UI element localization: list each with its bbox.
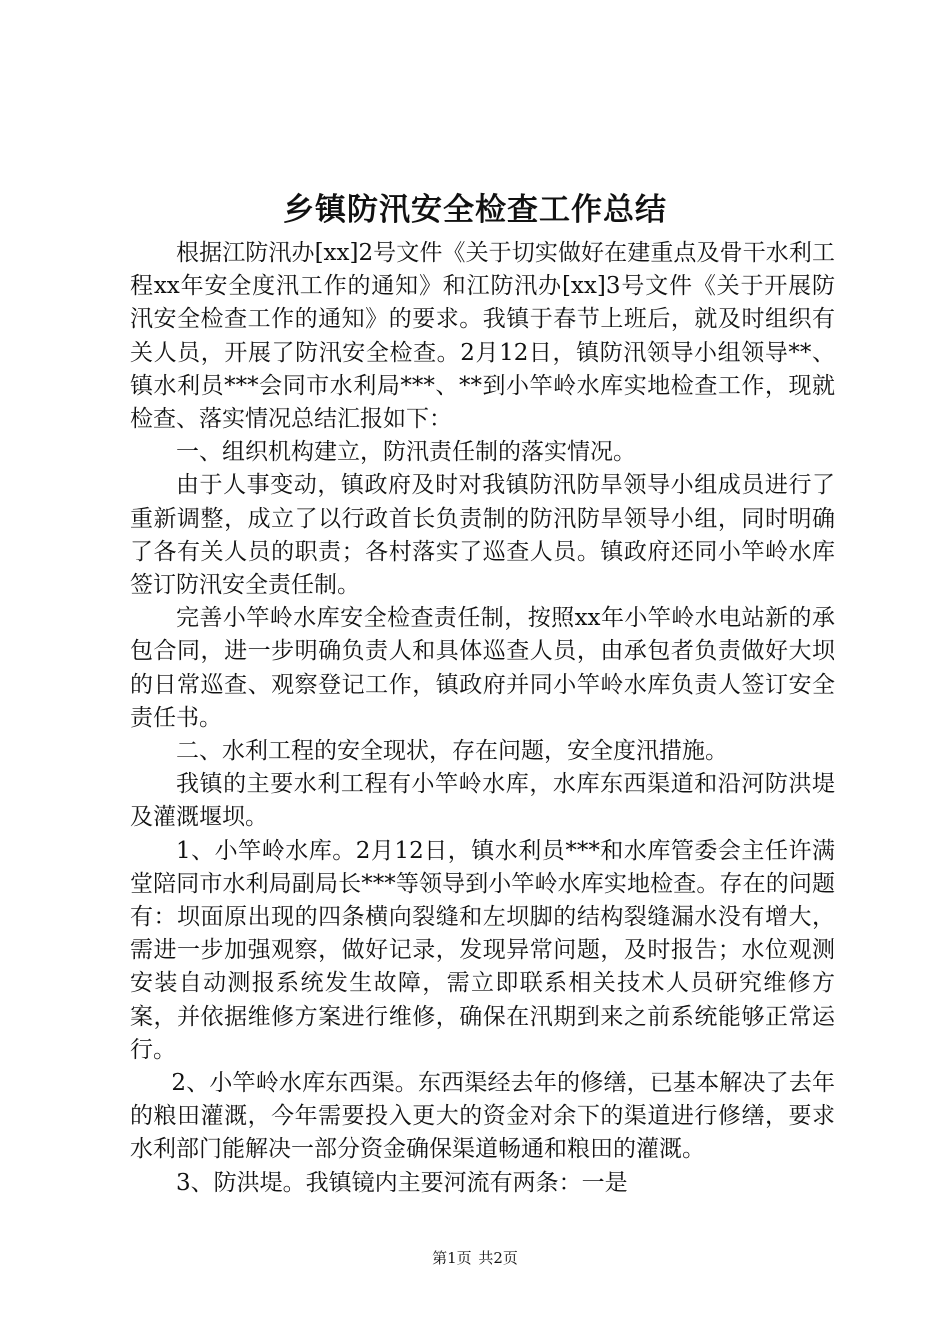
document-body bbox=[130, 237, 835, 1200]
section-heading-2: 二、水利工程的安全现状，存在问题，安全度汛措施。 bbox=[176, 738, 728, 765]
paragraph-intro: 根据江防汛办[xx]2号文件《关于切实做好在建重点及骨干水利工程xx年安全度汛工作的通知》和江防汛办[xx]3号文件《关于开展防汛安全检查工作的通知》的要求。我镇于春节上班后，就及时组织有关人员，开展了防汛安全检查。2月12日，镇防汛领导小组领导**、镇水利员***会同市水利局***、**到小竿岭水库实地检查工作，现就检查、落实情况总结汇报如下： bbox=[130, 240, 835, 433]
paragraph-projects: 我镇的主要水利工程有小竿岭水库，水库东西渠道和沿河防洪堤及灌溉堰坝。 bbox=[130, 771, 835, 831]
paragraph-canals: 2、小竿岭水库东西渠。东西渠经去年的修缮，已基本解决了去年的粮田灌溉，今年需要投入更大的资金对余下的渠道进行修缮，要求水利部门能解决一部分资金确保渠道畅通和粮田的灌溉。 bbox=[130, 1070, 835, 1163]
page-number-current: 第1页 bbox=[432, 1249, 472, 1267]
document-title: 乡镇防汛安全检查工作总结 bbox=[283, 192, 667, 228]
paragraph-reservoir: 1、小竿岭水库。2月12日，镇水利员***和水库管委会主任许满堂陪同市水利局副局长***等领导到小竿岭水库实地检查。存在的问题有：坝面原出现的四条横向裂缝和左坝脚的结构裂缝漏水没有增大，需进一步加强观察，做好记录，发现异常问题，及时报告；水位观测安装自动测报系统发生故障，需立即联系相关技术人员研究维修方案，并依据维修方案进行维修，确保在汛期到来之前系统能够正常运行。 bbox=[130, 837, 835, 1063]
page-number-total: 共2页 bbox=[478, 1249, 518, 1267]
section-heading-1: 一、组织机构建立，防汛责任制的落实情况。 bbox=[176, 439, 636, 466]
page-footer bbox=[0, 1248, 950, 1268]
paragraph-organization: 由于人事变动，镇政府及时对我镇防汛防旱领导小组成员进行了重新调整，成立了以行政首长负责制的防汛防旱领导小组，同时明确了各有关人员的职责；各村落实了巡查人员。镇政府还同小竿岭水库签订防汛安全责任制。 bbox=[130, 472, 835, 599]
paragraph-responsibility: 完善小竿岭水库安全检查责任制，按照xx年小竿岭水电站新的承包合同，进一步明确负责人和具体巡查人员，由承包者负责做好大坝的日常巡查、观察登记工作，镇政府并同小竿岭水库负责人签订安全责任书。 bbox=[130, 605, 835, 731]
paragraph-levee: 3、防洪堤。我镇镜内主要河流有两条：一是 bbox=[176, 1169, 628, 1196]
